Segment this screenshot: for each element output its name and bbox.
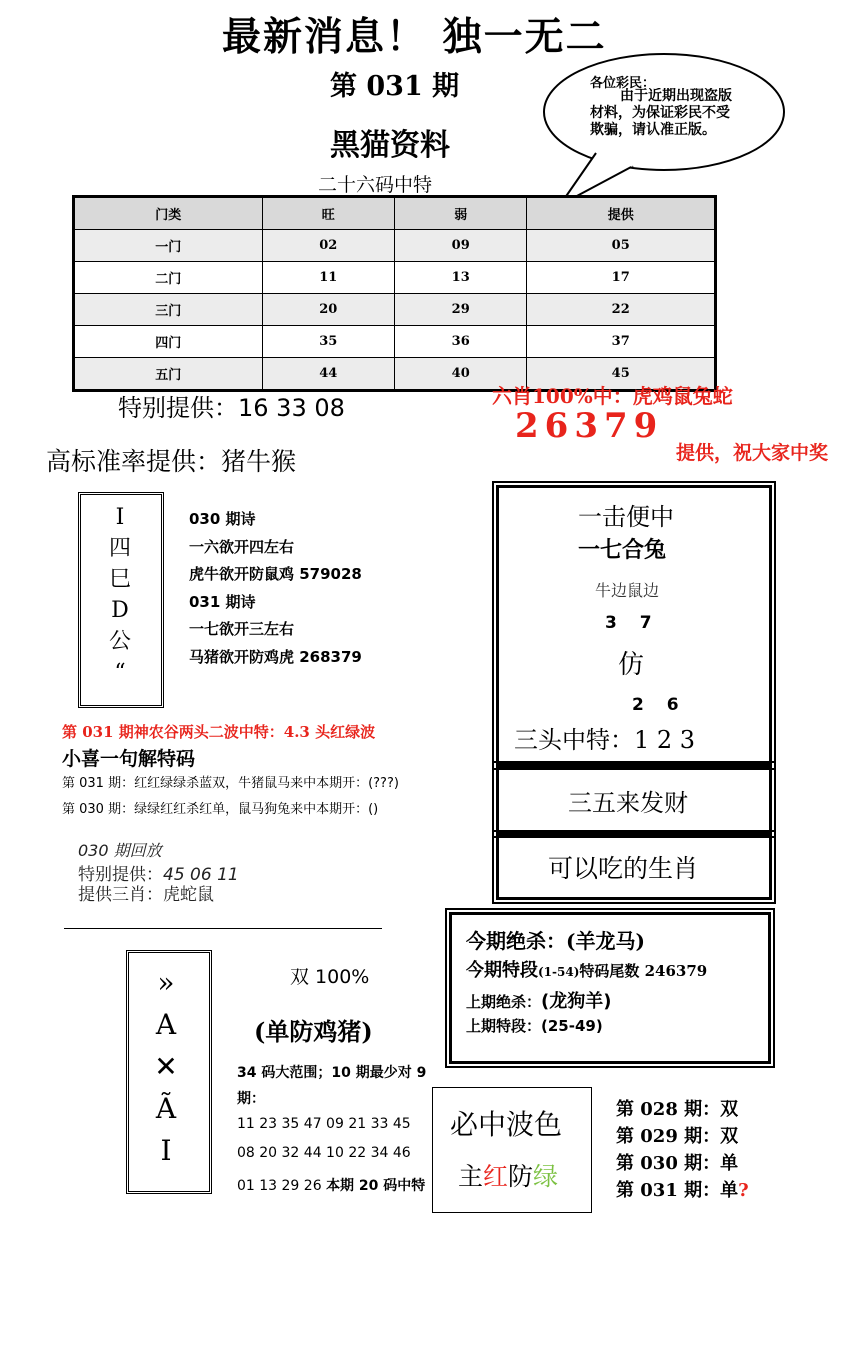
- table-cell: 29: [394, 294, 526, 326]
- range-row: [237, 1173, 427, 1199]
- frame-char: 巳: [108, 567, 131, 592]
- table-header: 弱: [394, 197, 526, 230]
- table-cell: 二门: [74, 262, 263, 294]
- yiji-nums1: 3 7: [605, 613, 652, 633]
- juesha-line4: 上期特段：(25-49): [466, 1017, 603, 1035]
- six-zodiac-number: 26379: [515, 406, 664, 446]
- shengxiao-text: 可以吃的生肖: [548, 854, 699, 883]
- history-label: 第 028 期：: [616, 1099, 721, 1120]
- range-note: 本期 20 码中特: [326, 1178, 426, 1194]
- divider: [64, 928, 382, 929]
- frame-char: “: [114, 660, 126, 685]
- bose-main: 主: [458, 1162, 484, 1191]
- huifang-value: 45 06 11: [163, 865, 239, 885]
- poem-list: [189, 506, 362, 671]
- yiji-santou: 三头中特：1 2 3: [514, 726, 696, 754]
- history-value: 单: [720, 1153, 739, 1174]
- table-row: [74, 326, 716, 358]
- special-label: 特别提供：: [118, 394, 238, 422]
- table-cell: 45: [527, 358, 716, 391]
- poem-line: 马猪欲开防鸡虎 268379: [189, 647, 362, 666]
- poem-line: 虎牛欲开防鼠鸡 579028: [189, 565, 362, 583]
- frame-char: »: [157, 966, 175, 999]
- bubble-text: 由于近期出现盗版材料，为保证彩民不受欺骗，请认准正版。: [590, 88, 732, 138]
- six-zodiac-blessing: 提供，祝大家中奖: [676, 442, 829, 464]
- table-cell: 20: [262, 294, 394, 326]
- table-cell: 35: [262, 326, 394, 358]
- table-row: [74, 294, 716, 326]
- table-cell: 02: [262, 230, 394, 262]
- poem-line: 一七欲开三左右: [189, 620, 295, 638]
- bose-red: 红: [483, 1162, 509, 1191]
- table-row: [74, 230, 716, 262]
- history-item: [616, 1096, 749, 1123]
- history-value: 双: [720, 1099, 739, 1120]
- yiji-nums2: 2 6: [632, 695, 679, 715]
- table-cell: 11: [262, 262, 394, 294]
- table-cell: 三门: [74, 294, 263, 326]
- gaobiao-provide: [46, 442, 296, 478]
- poem-line: 031 期诗: [189, 592, 256, 611]
- frame-char: 公: [108, 629, 131, 654]
- huifang-label: 特别提供：: [78, 865, 163, 885]
- juesha-tail: 特码尾数 246379: [579, 962, 708, 980]
- table-cell: 22: [527, 294, 716, 326]
- huifang-line2: [78, 880, 214, 905]
- table-header-row: [74, 197, 716, 230]
- frame-char: I: [115, 505, 125, 530]
- yiji-line2: 一七合兔: [578, 537, 667, 563]
- huifang-label: 提供三肖：: [78, 885, 163, 905]
- xiaoxi-title: 小喜一句解特码: [62, 748, 196, 770]
- juesha-line3: [466, 987, 611, 1013]
- bose-subtitle: [458, 1157, 558, 1193]
- shuang-line2: (单防鸡猪): [254, 1017, 373, 1046]
- juesha-line2: [466, 956, 707, 982]
- xiaoxi-line2: 第 030 期：绿绿红红杀红单，鼠马狗兔来中本期开：(): [62, 802, 379, 817]
- doc-name: 黑猫资料: [330, 128, 450, 163]
- range-row: 08 20 32 44 10 22 34 46: [237, 1145, 411, 1161]
- bose-green: 绿: [533, 1162, 559, 1191]
- huifang-title: 030 期回放: [78, 841, 162, 860]
- page-title: 最新消息！ 独一无二: [222, 14, 607, 60]
- poem-line: 一六欲开四左右: [189, 537, 295, 556]
- history-value: 单: [720, 1180, 739, 1201]
- juesha-line1: 今期绝杀：(羊龙马): [466, 929, 645, 953]
- shennong-line: 第 031 期神农谷两头二波中特：4.3 头红绿波: [62, 723, 376, 741]
- history-item: [616, 1177, 749, 1204]
- code-table: [72, 195, 717, 392]
- range-title: 34 码大范围；10 期最少对 9 期：: [237, 1065, 427, 1107]
- frame-char: ✕: [154, 1050, 178, 1083]
- sanwu-text: 三五来发财: [568, 789, 688, 817]
- table-header: 门类: [74, 197, 263, 230]
- range-row: 11 23 35 47 09 21 33 45: [237, 1116, 411, 1132]
- juesha-label: 今期特段: [466, 960, 538, 981]
- table-cell: 09: [394, 230, 526, 262]
- history-item: [616, 1150, 749, 1177]
- table-cell: 13: [394, 262, 526, 294]
- frame-char: I: [160, 1134, 172, 1167]
- table-header: 旺: [262, 197, 394, 230]
- shuang-line1: 双 100%: [290, 966, 370, 988]
- frame-char: 四: [108, 536, 131, 561]
- table-cell: 五门: [74, 358, 263, 391]
- table-cell: 37: [527, 326, 716, 358]
- table-cell: 四门: [74, 326, 263, 358]
- gaobiao-value: 猪牛猴: [221, 447, 297, 476]
- xiaoxi-line1: 第 031 期：红红绿绿杀蓝双，牛猪鼠马来中本期开：(???): [62, 776, 399, 791]
- frame-char: D: [111, 598, 129, 623]
- poem-line: 030 期诗: [189, 510, 256, 528]
- yiji-title: 一击便中: [578, 503, 674, 531]
- bubble-greeting: 各位彩民：: [590, 76, 656, 91]
- huifang-value: 虎蛇鼠: [163, 885, 214, 905]
- history-item: [616, 1123, 749, 1150]
- table-cell: 36: [394, 326, 526, 358]
- poem-frame-chars: [100, 502, 140, 688]
- juesha-range: (1-54): [538, 965, 580, 979]
- six-zodiac-line: 六肖100%中：虎鸡鼠兔蛇: [492, 384, 733, 408]
- special-provide: [118, 388, 345, 423]
- table-cell: 40: [394, 358, 526, 391]
- history-label: 第 030 期：: [616, 1153, 721, 1174]
- frame-char: Ã: [155, 1092, 177, 1125]
- table-subtitle: 二十六码中特: [318, 174, 433, 196]
- table-cell: 44: [262, 358, 394, 391]
- table-cell: 一门: [74, 230, 263, 262]
- bose-fang: 防: [508, 1162, 534, 1191]
- history-list: [616, 1096, 749, 1204]
- yiji-fang: 仿: [618, 650, 645, 680]
- table-row: [74, 262, 716, 294]
- history-question: ?: [738, 1180, 749, 1201]
- history-label: 第 029 期：: [616, 1126, 721, 1147]
- issue-number: 第 031 期: [330, 71, 460, 102]
- history-label: 第 031 期：: [616, 1180, 721, 1201]
- table-header: 提供: [527, 197, 716, 230]
- table-cell: 17: [527, 262, 716, 294]
- special-value: 16 33 08: [238, 394, 345, 422]
- juesha-value: (龙狗羊): [541, 991, 612, 1012]
- table-cell: 05: [527, 230, 716, 262]
- frame-two-chars: [146, 962, 186, 1172]
- yiji-line3: 牛边鼠边: [595, 581, 660, 600]
- history-value: 双: [720, 1126, 739, 1147]
- bose-title: 必中波色: [450, 1108, 563, 1141]
- juesha-label: 上期绝杀：: [466, 993, 542, 1011]
- range-nums: 01 13 29 26: [237, 1178, 322, 1194]
- frame-char: A: [155, 1008, 177, 1041]
- gaobiao-label: 高标准率提供：: [46, 447, 222, 476]
